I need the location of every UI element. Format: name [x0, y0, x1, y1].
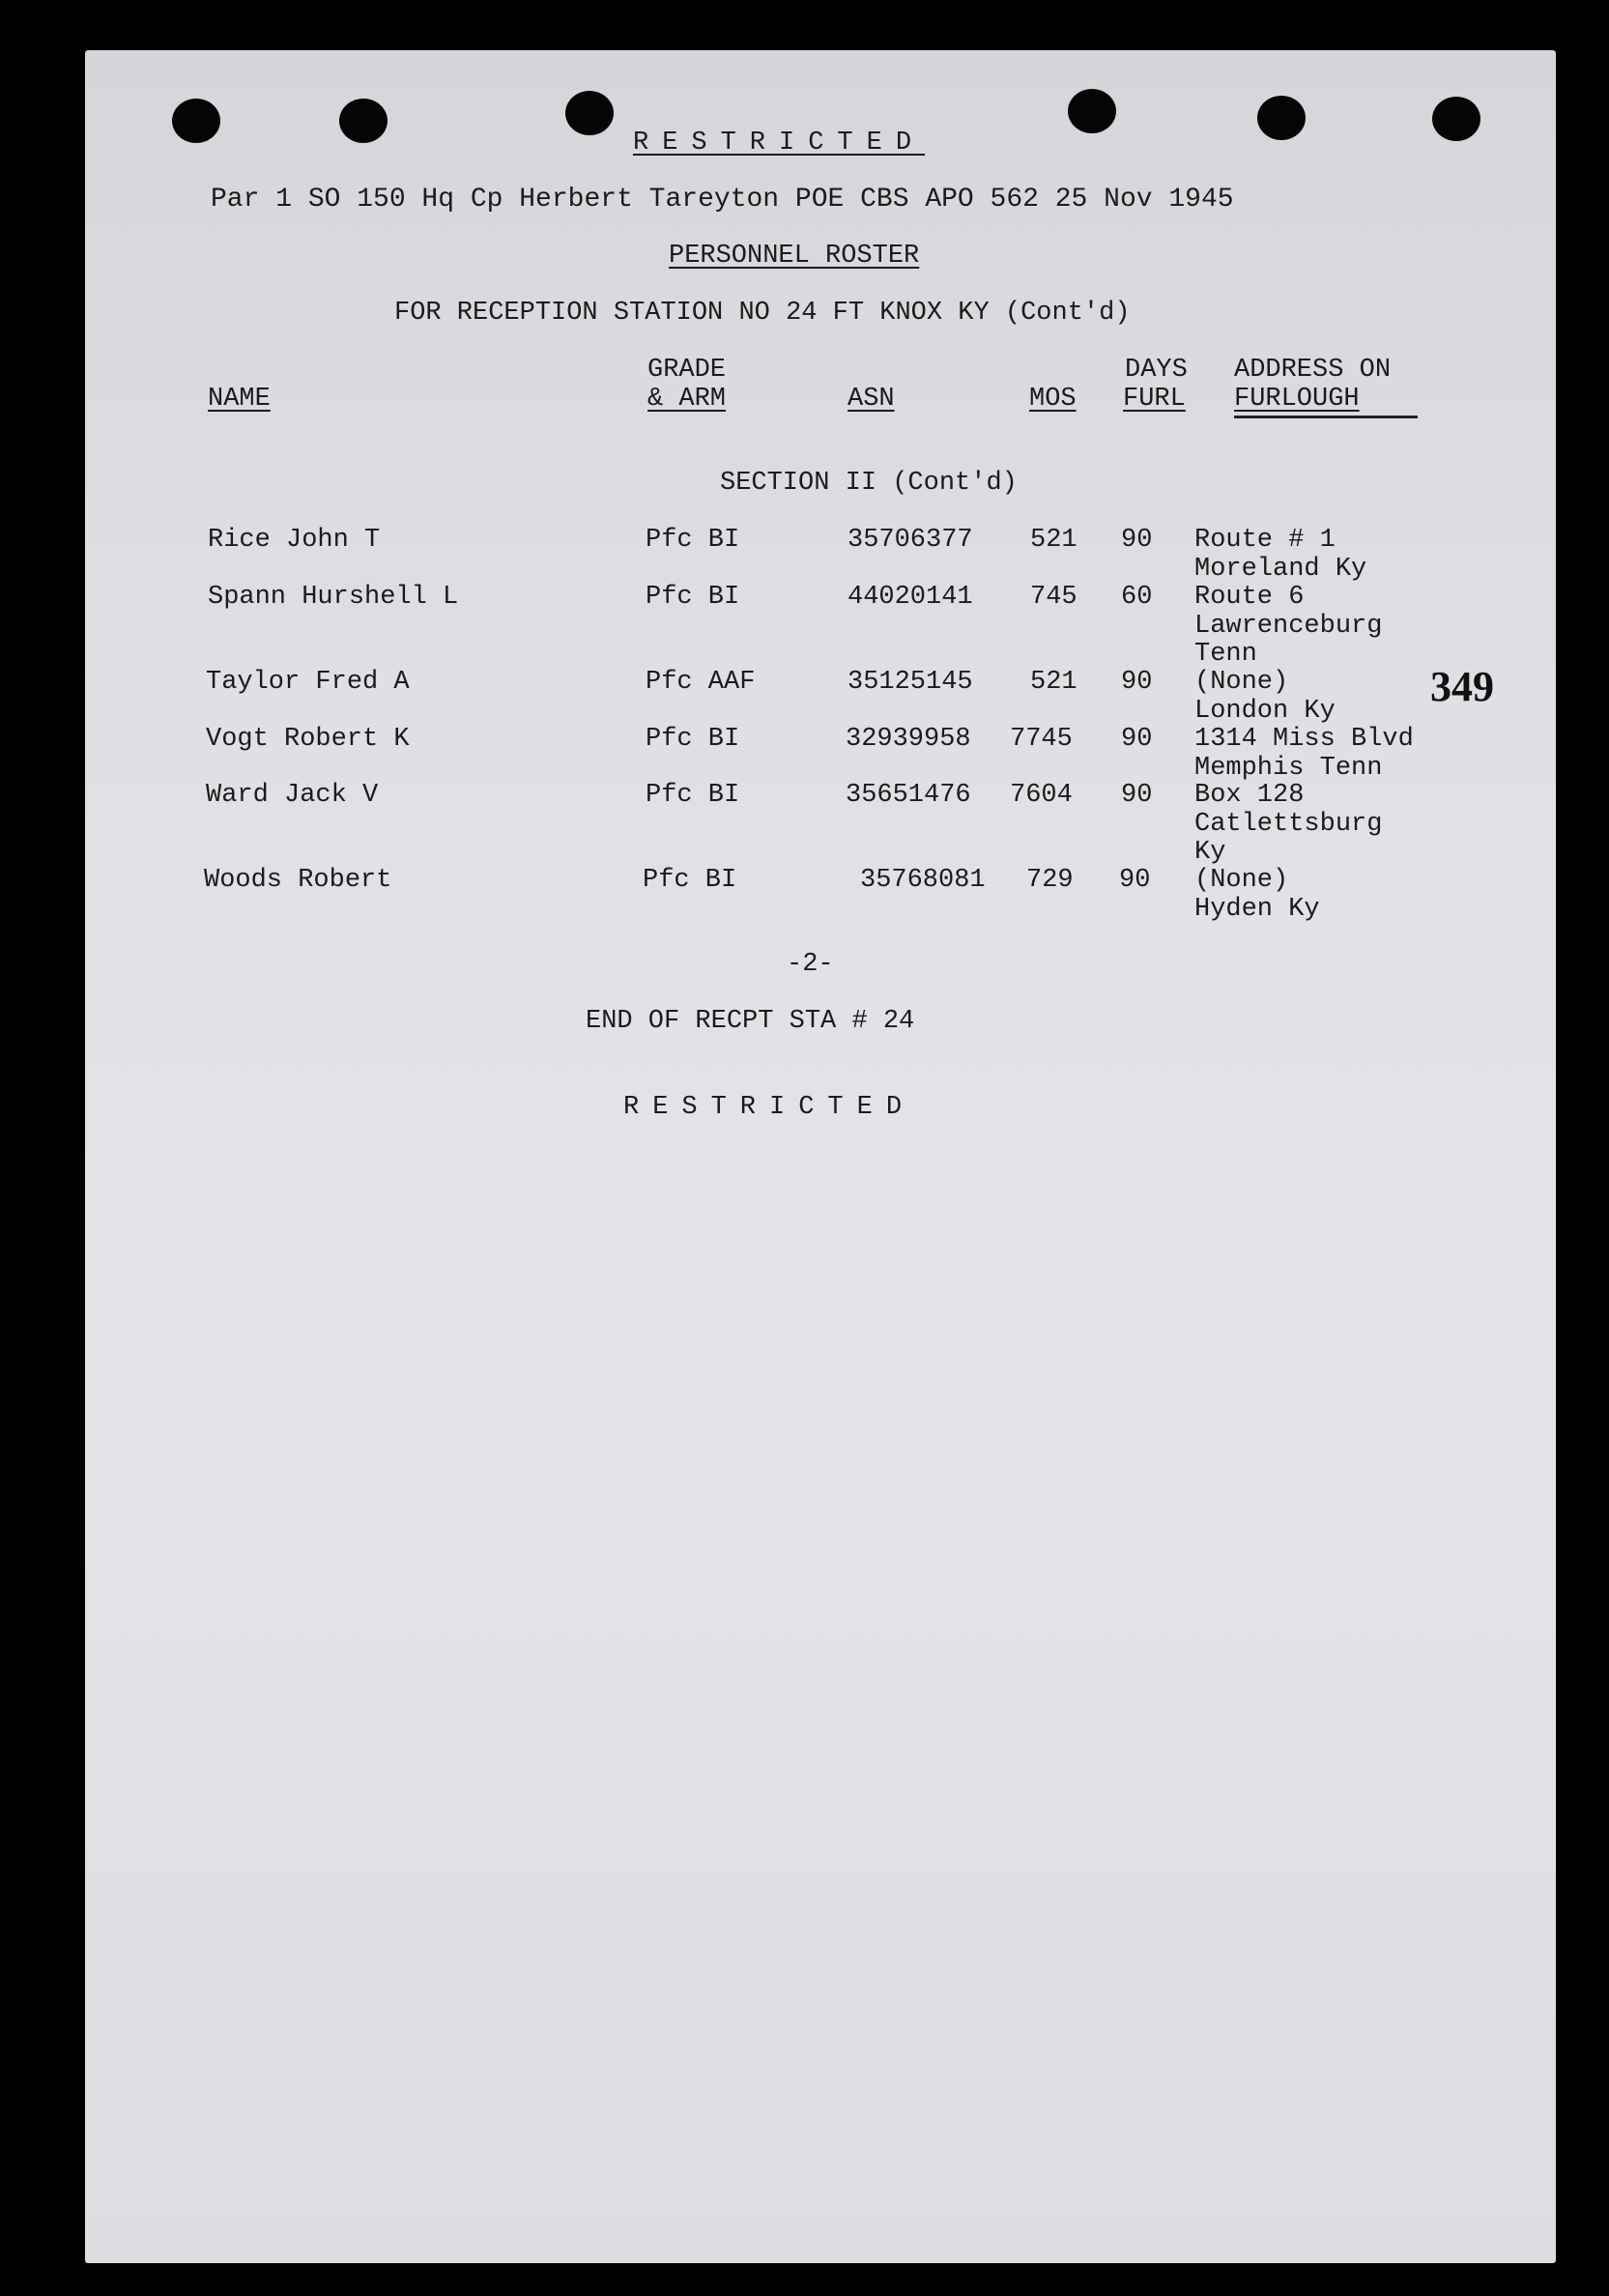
- punch-hole: [339, 99, 388, 143]
- page-number-stamp: 349: [1430, 663, 1494, 710]
- row-days: 90: [1119, 866, 1151, 895]
- row-mos: 745: [1030, 583, 1077, 612]
- row-address-line2: London Ky: [1194, 697, 1336, 726]
- col-grade-bottom: & ARM: [647, 385, 727, 414]
- row-name: Vogt Robert K: [206, 725, 410, 754]
- row-grade: Pfc AAF: [646, 668, 756, 697]
- row-name: Spann Hurshell L: [208, 583, 459, 612]
- section-heading: SECTION II (Cont'd): [720, 469, 1018, 498]
- restricted-header: RESTRICTED: [633, 129, 926, 158]
- row-days: 90: [1121, 781, 1153, 810]
- punch-hole: [172, 99, 220, 143]
- row-asn: 44020141: [848, 583, 973, 612]
- row-mos: 7745: [1010, 725, 1073, 754]
- row-address-line1: (None): [1194, 866, 1289, 895]
- row-days: 90: [1121, 526, 1153, 555]
- row-grade: Pfc BI: [646, 781, 740, 810]
- row-name: Rice John T: [208, 526, 381, 555]
- row-grade: Pfc BI: [646, 583, 740, 612]
- row-address-line2: Moreland Ky: [1194, 555, 1367, 584]
- row-asn: 35651476: [846, 781, 971, 810]
- row-address-line2: Memphis Tenn: [1194, 754, 1383, 783]
- col-grade-top: GRADE: [647, 356, 727, 385]
- row-address-line2: Catlettsburg: [1194, 810, 1383, 839]
- col-mos: MOS: [1029, 385, 1077, 414]
- col-address-bottom: FURLOUGH: [1234, 385, 1360, 414]
- row-address-line2: Lawrenceburg: [1194, 612, 1383, 641]
- col-asn: ASN: [848, 385, 895, 414]
- row-grade: Pfc BI: [643, 866, 737, 895]
- page-marker: -2-: [787, 950, 834, 979]
- row-mos: 521: [1030, 526, 1077, 555]
- row-name: Woods Robert: [204, 866, 392, 895]
- row-mos: 7604: [1010, 781, 1073, 810]
- roster-title: PERSONNEL ROSTER: [669, 242, 920, 271]
- station-line: FOR RECEPTION STATION NO 24 FT KNOX KY (Cont'd): [394, 299, 1131, 328]
- punch-hole: [565, 91, 614, 135]
- row-address-line1: Route # 1: [1194, 526, 1336, 555]
- col-address-top: ADDRESS ON: [1234, 356, 1392, 385]
- row-asn: 35768081: [860, 866, 986, 895]
- restricted-footer: RESTRICTED: [623, 1093, 916, 1122]
- row-address-line3: Tenn: [1194, 640, 1257, 669]
- row-address-line2: Hyden Ky: [1194, 895, 1320, 924]
- col-days-bottom: FURL: [1123, 385, 1186, 414]
- row-days: 90: [1121, 668, 1153, 697]
- row-address-line1: Box 128: [1194, 781, 1305, 810]
- row-address-line1: Route 6: [1194, 583, 1305, 612]
- row-address-line1: (None): [1194, 668, 1289, 697]
- row-address-line3: Ky: [1194, 838, 1226, 867]
- row-days: 90: [1121, 725, 1153, 754]
- row-name: Taylor Fred A: [206, 668, 410, 697]
- end-of-station-line: END OF RECPT STA # 24: [586, 1007, 915, 1036]
- col-name: NAME: [208, 385, 271, 414]
- punch-hole: [1257, 96, 1306, 140]
- punch-hole: [1068, 89, 1116, 133]
- row-asn: 35125145: [848, 668, 973, 697]
- row-days: 60: [1121, 583, 1153, 612]
- row-grade: Pfc BI: [646, 526, 740, 555]
- address-underline: [1234, 416, 1418, 418]
- row-name: Ward Jack V: [206, 781, 379, 810]
- row-asn: 35706377: [848, 526, 973, 555]
- order-line: Par 1 SO 150 Hq Cp Herbert Tareyton POE CBS APO 562 25 Nov 1945: [211, 185, 1234, 215]
- row-grade: Pfc BI: [646, 725, 740, 754]
- row-mos: 729: [1026, 866, 1074, 895]
- row-address-line1: 1314 Miss Blvd: [1194, 725, 1414, 754]
- col-days-top: DAYS: [1125, 356, 1188, 385]
- row-mos: 521: [1030, 668, 1077, 697]
- row-asn: 32939958: [846, 725, 971, 754]
- punch-hole: [1432, 97, 1480, 141]
